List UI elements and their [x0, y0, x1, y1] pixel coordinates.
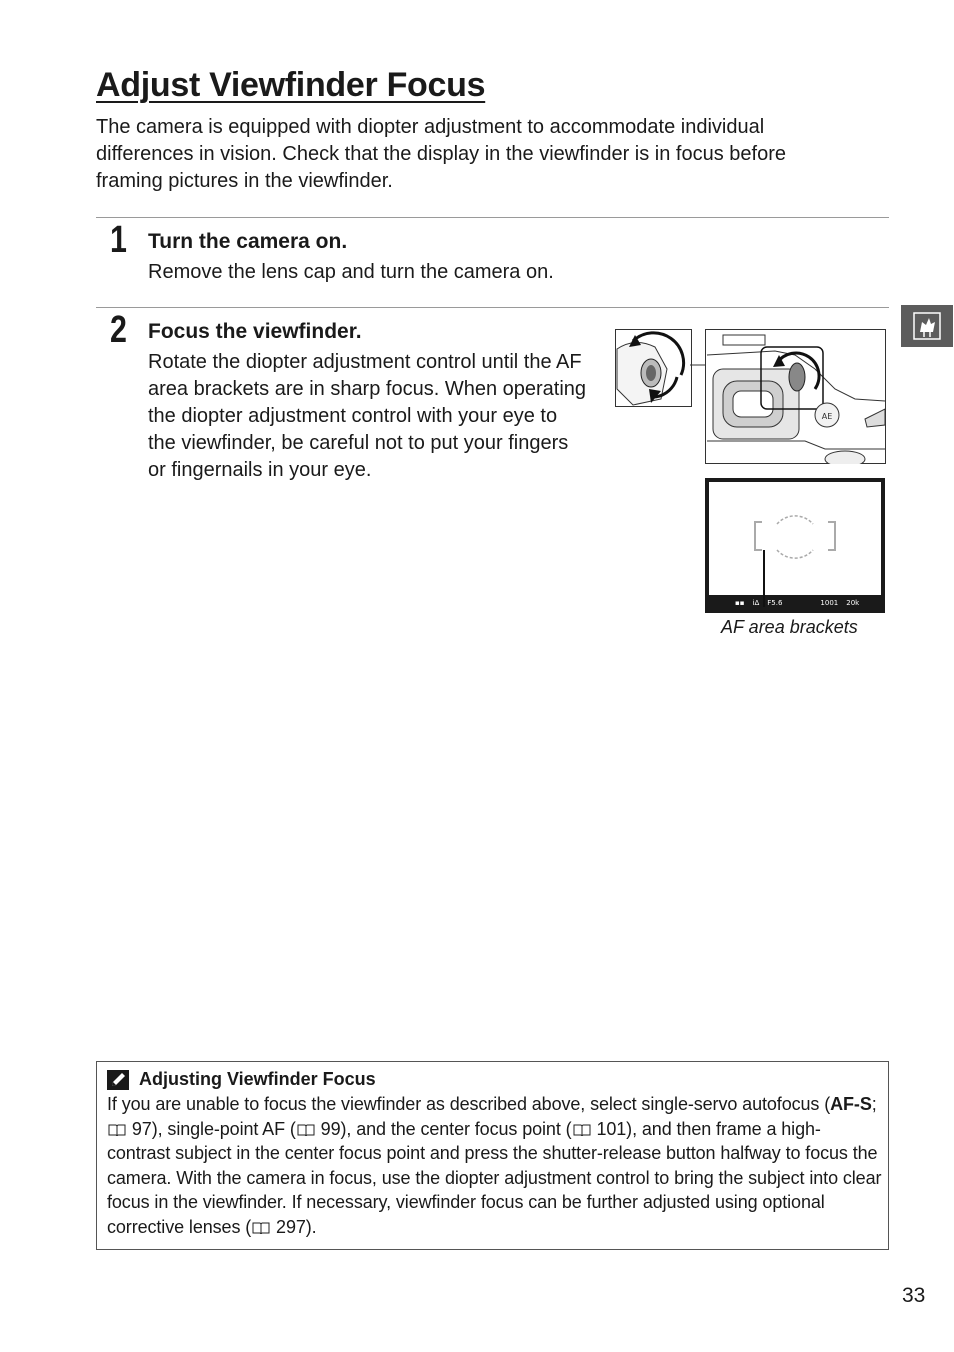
note-title: Adjusting Viewfinder Focus	[139, 1069, 376, 1089]
note-header	[107, 1069, 376, 1090]
viewfinder-frame	[705, 478, 885, 613]
af-s-label: AF-S	[830, 1094, 872, 1114]
diopter-closeup-illustration	[615, 329, 692, 407]
note-box	[96, 1061, 889, 1250]
readout-item: iΔ	[752, 599, 760, 607]
viewfinder-readout	[735, 599, 875, 611]
step-1-body: Remove the lens cap and turn the camera on.	[148, 261, 554, 283]
step-number-1: 1	[110, 219, 127, 261]
note-text: 101), and then frame a high-contrast subject in the center focus point and press the shutter-release button halfway to focus the camera. With the camera in focus, use the diopter adjustment control to bring the subject into clear focus in the viewfinder. If necessary, viewfinder focus can be further adjusted using optional corrective lenses (	[107, 1118, 882, 1237]
book-icon	[252, 1222, 270, 1234]
note-text: If you are unable to focus the viewfinder as described above, select single-servo autofocus (	[107, 1094, 831, 1114]
camera-back-illustration	[705, 329, 886, 464]
book-icon	[297, 1124, 315, 1136]
step-number-2: 2	[110, 309, 127, 351]
note-text: 297).	[271, 1216, 317, 1237]
viewfinder-display-illustration	[705, 478, 885, 613]
pencil-icon	[107, 1070, 129, 1090]
readout-item: 20k	[846, 599, 860, 607]
readout-item: F5.6	[767, 599, 783, 607]
step-2-title: Focus the viewfinder.	[148, 320, 362, 343]
step-1-title: Turn the camera on.	[148, 230, 348, 253]
book-icon	[108, 1124, 126, 1136]
note-text: 99), and the center focus point (	[315, 1118, 572, 1139]
rooster-icon	[913, 312, 941, 340]
divider	[96, 307, 889, 308]
divider	[96, 217, 889, 218]
intro-paragraph: The camera is equipped with diopter adjustment to accommodate individual differences in vision. Check that the display in the viewfinder is in focus before framing pictures in the viewfinder.	[96, 116, 786, 192]
note-text: ;	[871, 1094, 877, 1114]
figure-caption: AF area brackets	[721, 617, 858, 637]
page-number: 33	[902, 1284, 926, 1307]
svg-text:AE: AE	[821, 412, 833, 421]
book-icon	[573, 1124, 591, 1136]
note-text: 97), single-point AF (	[127, 1118, 296, 1139]
note-body	[107, 1092, 882, 1240]
page-title: Adjust Viewfinder Focus	[96, 66, 486, 104]
section-tab	[901, 305, 953, 347]
step-2-body: Rotate the diopter adjustment control until the AF area brackets are in sharp focus. When operating the diopter adjustment control with your eye to the viewfinder, be careful not to put your fingers or fingernails in your eye.	[148, 351, 587, 481]
readout-item: 1001	[820, 599, 839, 607]
readout-item: ▪▪	[735, 599, 745, 607]
